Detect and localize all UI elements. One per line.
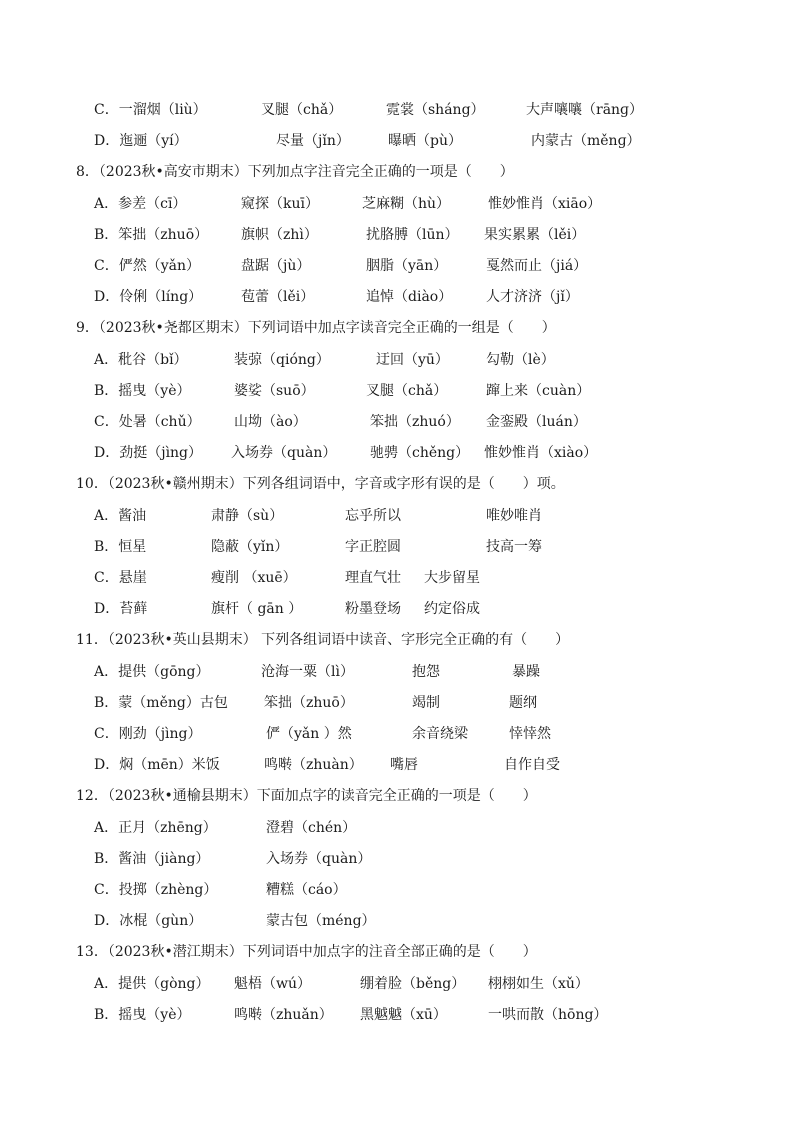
option-term: 窥探（kuī） <box>241 196 319 212</box>
question-text: 10．（2023秋•赣州期末）下列各组词语中，字音或字形有误的是（ ）项。 <box>76 476 565 492</box>
option-label-term: C．俨然（yǎn） <box>94 258 200 274</box>
question-text: 9．（2023秋•尧都区期末）下列词语中加点字读音完全正确的一组是（ ） <box>76 320 556 336</box>
option-label-term: D．迤逦（yí） <box>94 133 188 149</box>
option-term: 人才济济（jǐ） <box>486 289 579 305</box>
option-term: 扰胳膊（lūn） <box>366 227 459 243</box>
option-term: 叉腿（chǎ） <box>366 383 448 399</box>
option-term: 鸣啭（zhuǎn） <box>234 1007 333 1023</box>
option-term: 叉腿（chǎ） <box>261 102 343 118</box>
option-term: 旗帜（zhì） <box>241 227 318 243</box>
option-term: 技高一筹 <box>486 539 542 555</box>
option-label-term: A．参差（cī） <box>94 196 187 212</box>
option-term: 芝麻糊（hù） <box>362 196 451 212</box>
option-label-term: D．伶俐（líng） <box>94 289 203 305</box>
option-term: 绷着脸（běng） <box>360 976 466 992</box>
option-term: 果实累累（lěi） <box>484 227 586 243</box>
option-term: 糟糕（cáo） <box>266 882 347 898</box>
option-label-term: B．笨拙（zhuō） <box>94 227 209 243</box>
option-term: 内蒙古（měnɡ） <box>531 133 641 149</box>
option-term: 俨（yǎn ）然 <box>266 726 352 742</box>
question-text: 8．（2023秋•高安市期末）下列加点字注音完全正确的一项是（ ） <box>76 164 514 180</box>
option-label-term: B．摇曳（yè） <box>94 383 191 399</box>
option-label-term: B．酱油（jiàng） <box>94 851 210 867</box>
option-term: 勾勒（lè） <box>486 352 555 368</box>
option-term: 婆娑（suō） <box>234 383 315 399</box>
option-term: 金銮殿（luán） <box>486 414 587 430</box>
question-text: 12．（2023秋•通榆县期末）下面加点字的读音完全正确的一项是（ ） <box>76 788 537 804</box>
option-term: 题纲 <box>509 695 537 711</box>
option-term: 竭制 <box>412 695 440 711</box>
option-term: 悻悻然 <box>509 726 551 742</box>
option-term: 迂回（yū） <box>376 352 449 368</box>
option-term: 大步留星 <box>424 570 480 586</box>
option-term: 苞蕾（lěi） <box>241 289 315 305</box>
option-term: 蒙古包（méng） <box>266 913 376 929</box>
option-label-term: D．焖（mēn）米饭 <box>94 757 220 773</box>
option-term: 魁梧（wú） <box>234 976 311 992</box>
option-term: 约定俗成 <box>424 601 480 617</box>
option-term: 大声嚷嚷（rānɡ） <box>526 102 644 118</box>
option-term: 旗杆（ gān ） <box>211 601 303 617</box>
option-label-term: D．劲挺（jìng） <box>94 445 203 461</box>
option-label-term: C．投掷（zhèng） <box>94 882 218 898</box>
option-label-term: D．苔藓 <box>94 601 148 617</box>
question-text: 13．（2023秋•潜江期末）下列词语中加点字的注音全部正确的是（ ） <box>76 944 537 960</box>
option-term: 追悼（diào） <box>366 289 453 305</box>
option-label-term: D．冰棍（gùn） <box>94 913 203 929</box>
option-term: 肃静（sù） <box>211 508 284 524</box>
option-term: 曝晒（pù） <box>388 133 462 149</box>
option-label-term: A．秕谷（bǐ） <box>94 352 188 368</box>
option-term: 入场券（quàn） <box>231 445 337 461</box>
option-term: 忘乎所以 <box>345 508 401 524</box>
option-term: 抱怨 <box>412 664 440 680</box>
option-term: 澄碧（chén） <box>266 820 357 836</box>
option-term: 装弶（qióng） <box>234 352 330 368</box>
option-term: 嘴唇 <box>390 757 418 773</box>
option-term: 戛然而止（jiá） <box>486 258 588 274</box>
option-term: 唯妙唯肖 <box>486 508 542 524</box>
option-term: 盘踞（jù） <box>241 258 311 274</box>
option-term: 黑魆魆（xū） <box>360 1007 447 1023</box>
option-term: 字正腔圆 <box>345 539 401 555</box>
option-label-term: A．提供（gōng） <box>94 664 210 680</box>
option-label-term: A．正月（zhēng） <box>94 820 217 836</box>
option-term: 入场券（quàn） <box>266 851 372 867</box>
option-term: 胭脂（yān） <box>366 258 448 274</box>
option-label-term: C．处暑（chǔ） <box>94 414 201 430</box>
option-term: 暴躁 <box>512 664 540 680</box>
option-label-term: B．蒙（měng）古包 <box>94 695 228 711</box>
option-term: 一哄而散（hōng） <box>488 1007 608 1023</box>
option-term: 粉墨登场 <box>345 601 401 617</box>
option-term: 蹿上来（cuàn） <box>486 383 591 399</box>
option-term: 驰骋（chěng） <box>370 445 470 461</box>
option-label-term: A．酱油 <box>94 508 147 524</box>
option-term: 山坳（ào） <box>234 414 307 430</box>
option-label-term: C．一溜烟（liù） <box>94 102 207 118</box>
option-term: 瘦削 （xuē） <box>211 570 297 586</box>
option-term: 鸣啭（zhuàn） <box>264 757 363 773</box>
option-term: 隐蔽（yǐn） <box>211 539 289 555</box>
option-term: 尽量（jǐn） <box>276 133 350 149</box>
option-label-term: B．恒星 <box>94 539 147 555</box>
option-term: 余音绕梁 <box>412 726 468 742</box>
option-term: 霓裳（sháng） <box>386 102 485 118</box>
option-term: 栩栩如生（xǔ） <box>488 976 589 992</box>
option-term: 自作自受 <box>504 757 560 773</box>
option-term: 惟妙惟肖（xiào） <box>484 445 598 461</box>
option-label-term: B．摇曳（yè） <box>94 1007 191 1023</box>
option-label-term: C．刚劲（jìng） <box>94 726 202 742</box>
option-term: 理直气壮 <box>345 570 401 586</box>
option-term: 沧海一粟（lì） <box>261 664 354 680</box>
option-label-term: A．提供（gòng） <box>94 976 210 992</box>
option-term: 惟妙惟肖（xiāo） <box>488 196 602 212</box>
option-label-term: C．悬崖 <box>94 570 147 586</box>
option-term: 笨拙（zhuō） <box>264 695 354 711</box>
question-text: 11．（2023秋•英山县期末） 下列各组词语中读音、字形完全正确的有（ ） <box>76 632 570 648</box>
option-term: 笨拙（zhuó） <box>370 414 460 430</box>
